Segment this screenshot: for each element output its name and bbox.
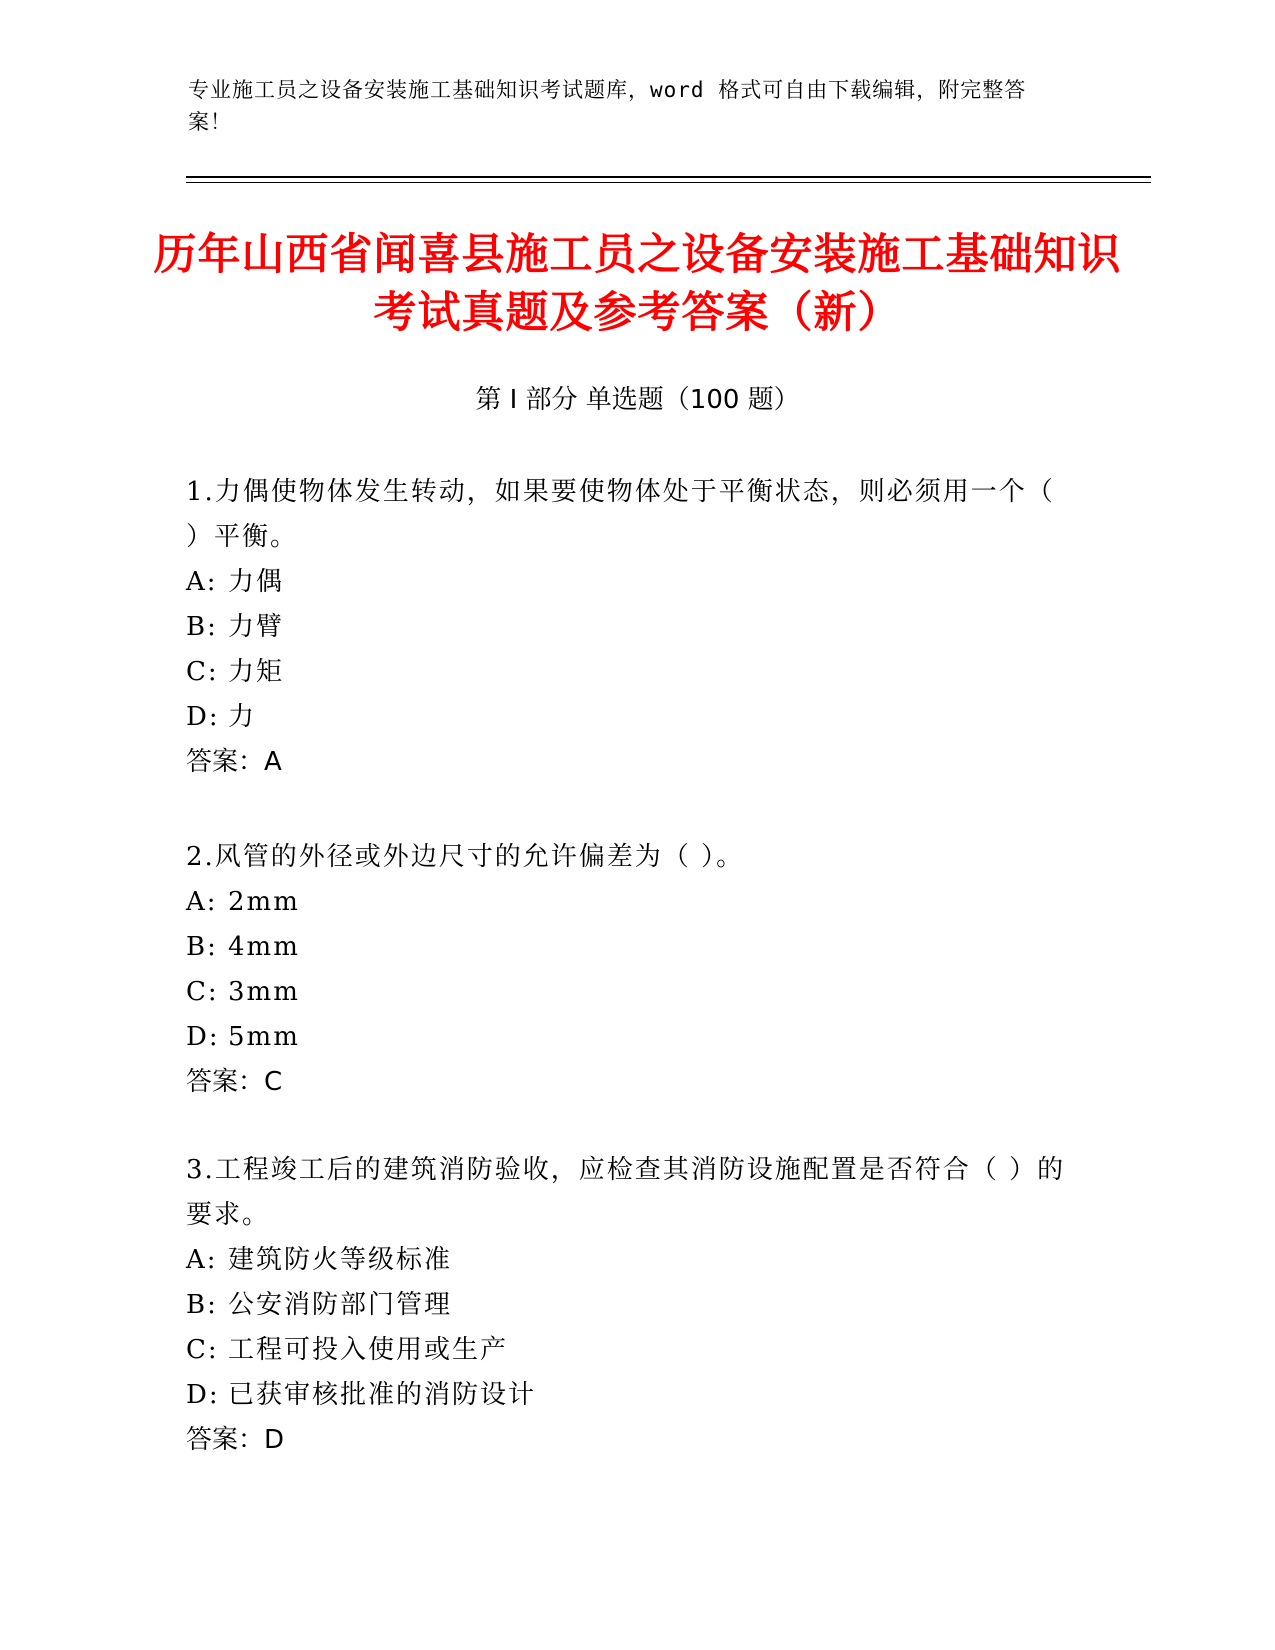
option-d — [186, 1373, 1076, 1418]
header-rule-thick — [186, 176, 1151, 178]
option-key: D: — [186, 1022, 220, 1052]
option-a — [186, 1238, 1076, 1283]
option-text: 5mm — [228, 1022, 300, 1052]
option-c — [186, 970, 1076, 1015]
option-text: 已获审核批准的消防设计 — [228, 1380, 537, 1410]
option-a — [186, 560, 1076, 605]
option-key: D: — [186, 702, 220, 732]
answer-label: 答案：A — [186, 747, 282, 777]
option-text: 4mm — [228, 932, 300, 962]
option-text: 工程可投入使用或生产 — [228, 1335, 509, 1365]
option-text: 力 — [228, 702, 257, 732]
option-key: A: — [186, 887, 218, 917]
option-text: 3mm — [228, 977, 300, 1007]
option-key: B: — [186, 932, 218, 962]
option-text: 力矩 — [228, 657, 285, 687]
option-text: 建筑防火等级标准 — [228, 1245, 453, 1275]
header-rule-thin — [186, 182, 1151, 183]
option-text: 2mm — [228, 887, 300, 917]
option-d — [186, 695, 1076, 740]
answer-label: 答案：C — [186, 1067, 283, 1097]
question-stem: 3.工程竣工后的建筑消防验收，应检查其消防设施配置是否符合（ ）的要求。 — [186, 1155, 1066, 1230]
option-text: 力偶 — [228, 567, 285, 597]
option-c — [186, 650, 1076, 695]
option-d — [186, 1015, 1076, 1060]
option-key: D: — [186, 1380, 220, 1410]
document-title: 历年山西省闻喜县施工员之设备安装施工基础知识考试真题及参考答案（新） — [153, 230, 1122, 338]
option-c — [186, 1328, 1076, 1373]
question-1 — [186, 470, 1076, 785]
question-2 — [186, 835, 1076, 1105]
question-stem: 1.力偶使物体发生转动，如果要使物体处于平衡状态，则必须用一个（ ）平衡。 — [186, 477, 1055, 552]
option-key: B: — [186, 1290, 218, 1320]
option-b — [186, 925, 1076, 970]
option-key: C: — [186, 657, 219, 687]
option-text: 公安消防部门管理 — [228, 1290, 453, 1320]
question-3 — [186, 1148, 1076, 1463]
option-key: C: — [186, 1335, 219, 1365]
option-key: B: — [186, 612, 218, 642]
option-text: 力臂 — [228, 612, 285, 642]
header-note: 专业施工员之设备安装施工基础知识考试题库，word 格式可自由下载编辑，附完整答案！ — [188, 78, 1027, 134]
option-a — [186, 880, 1076, 925]
section-title: 第 I 部分 单选题（100 题） — [475, 385, 800, 415]
option-key: C: — [186, 977, 219, 1007]
option-b — [186, 605, 1076, 650]
question-stem: 2.风管的外径或外边尺寸的允许偏差为（ ）。 — [186, 842, 745, 872]
answer-label: 答案：D — [186, 1425, 285, 1455]
option-key: A: — [186, 567, 218, 597]
option-b — [186, 1283, 1076, 1328]
option-key: A: — [186, 1245, 218, 1275]
